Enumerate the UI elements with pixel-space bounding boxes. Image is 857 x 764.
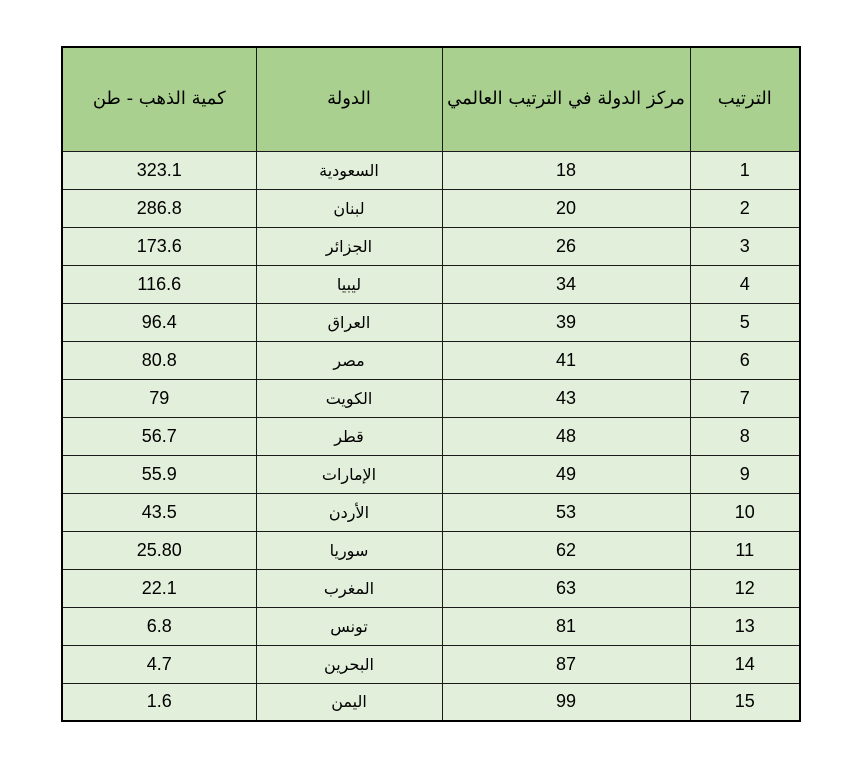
header-country: الدولة	[256, 47, 442, 151]
cell-gold-amount: 286.8	[62, 189, 256, 227]
table-row	[62, 303, 800, 341]
cell-country: تونس	[256, 607, 442, 645]
cell-country: الأردن	[256, 493, 442, 531]
cell-rank: 13	[690, 607, 800, 645]
cell-gold-amount: 56.7	[62, 417, 256, 455]
cell-country: المغرب	[256, 569, 442, 607]
table-body	[62, 151, 800, 721]
cell-rank: 10	[690, 493, 800, 531]
table-header	[62, 47, 800, 151]
header-rank: الترتيب	[690, 47, 800, 151]
cell-world-rank: 53	[442, 493, 690, 531]
cell-rank: 1	[690, 151, 800, 189]
table-row	[62, 189, 800, 227]
cell-rank: 2	[690, 189, 800, 227]
cell-country: اليمن	[256, 683, 442, 721]
cell-country: مصر	[256, 341, 442, 379]
cell-rank: 6	[690, 341, 800, 379]
cell-country: البحرين	[256, 645, 442, 683]
cell-rank: 4	[690, 265, 800, 303]
cell-country: الإمارات	[256, 455, 442, 493]
cell-world-rank: 43	[442, 379, 690, 417]
cell-rank: 3	[690, 227, 800, 265]
table-row	[62, 493, 800, 531]
cell-world-rank: 26	[442, 227, 690, 265]
cell-country: العراق	[256, 303, 442, 341]
cell-rank: 8	[690, 417, 800, 455]
cell-gold-amount: 1.6	[62, 683, 256, 721]
cell-country: ليبيا	[256, 265, 442, 303]
cell-country: قطر	[256, 417, 442, 455]
cell-gold-amount: 173.6	[62, 227, 256, 265]
cell-rank: 15	[690, 683, 800, 721]
cell-gold-amount: 55.9	[62, 455, 256, 493]
table-row	[62, 569, 800, 607]
cell-world-rank: 87	[442, 645, 690, 683]
table-row	[62, 379, 800, 417]
cell-gold-amount: 79	[62, 379, 256, 417]
header-row	[62, 47, 800, 151]
cell-rank: 5	[690, 303, 800, 341]
table-row	[62, 227, 800, 265]
cell-gold-amount: 4.7	[62, 645, 256, 683]
cell-world-rank: 49	[442, 455, 690, 493]
cell-world-rank: 81	[442, 607, 690, 645]
cell-gold-amount: 80.8	[62, 341, 256, 379]
table-row	[62, 531, 800, 569]
table-row	[62, 341, 800, 379]
cell-gold-amount: 96.4	[62, 303, 256, 341]
cell-world-rank: 63	[442, 569, 690, 607]
cell-gold-amount: 43.5	[62, 493, 256, 531]
cell-country: السعودية	[256, 151, 442, 189]
table-row	[62, 151, 800, 189]
cell-world-rank: 18	[442, 151, 690, 189]
cell-world-rank: 62	[442, 531, 690, 569]
table-row	[62, 417, 800, 455]
cell-gold-amount: 25.80	[62, 531, 256, 569]
cell-gold-amount: 323.1	[62, 151, 256, 189]
header-gold-amount: كمية الذهب - طن	[62, 47, 256, 151]
cell-world-rank: 99	[442, 683, 690, 721]
cell-world-rank: 34	[442, 265, 690, 303]
cell-gold-amount: 6.8	[62, 607, 256, 645]
cell-rank: 11	[690, 531, 800, 569]
cell-country: لبنان	[256, 189, 442, 227]
cell-country: سوريا	[256, 531, 442, 569]
cell-gold-amount: 116.6	[62, 265, 256, 303]
cell-rank: 9	[690, 455, 800, 493]
cell-world-rank: 20	[442, 189, 690, 227]
cell-rank: 14	[690, 645, 800, 683]
cell-world-rank: 41	[442, 341, 690, 379]
header-world-rank: مركز الدولة في الترتيب العالمي	[442, 47, 690, 151]
table-row	[62, 607, 800, 645]
cell-country: الجزائر	[256, 227, 442, 265]
gold-reserves-table	[61, 46, 801, 722]
table-row	[62, 265, 800, 303]
cell-rank: 7	[690, 379, 800, 417]
table-row	[62, 683, 800, 721]
cell-world-rank: 48	[442, 417, 690, 455]
cell-country: الكويت	[256, 379, 442, 417]
cell-gold-amount: 22.1	[62, 569, 256, 607]
table-row	[62, 455, 800, 493]
cell-world-rank: 39	[442, 303, 690, 341]
table-row	[62, 645, 800, 683]
cell-rank: 12	[690, 569, 800, 607]
